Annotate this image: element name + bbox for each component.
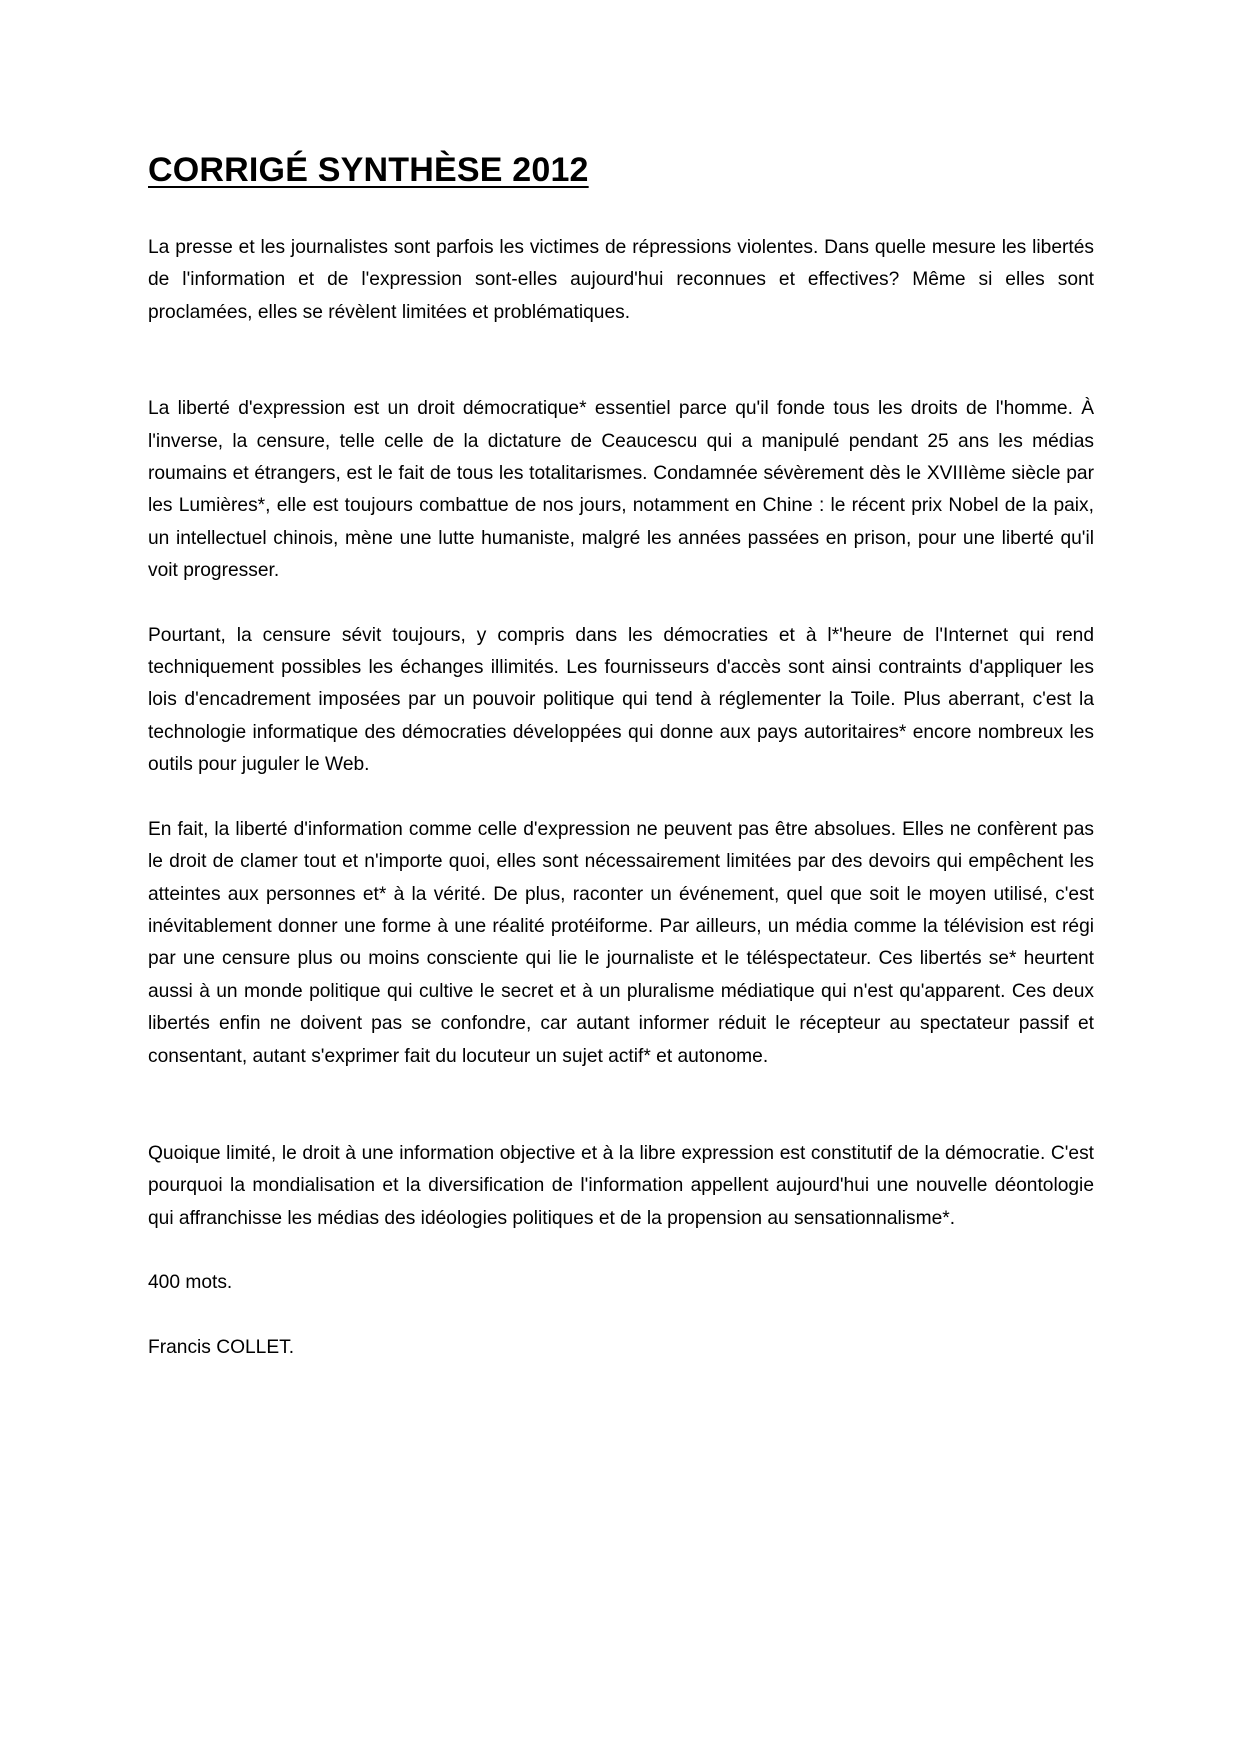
author-signature: Francis COLLET. [148,1336,295,1358]
body-paragraph-1: La liberté d'expression est un droit démocratique* essentiel parce qu'il fonde tous les droits de l'homme. À l'inverse, la censure, telle celle de la dictature de Ceaucescu qui a manipulé pendant 25 ans les médias roumains et étrangers, est le fait de tous les totalitarismes. Condamnée sévèrement dès le XVIIIème siècle par les Lumières*, elle est toujours combattue de nos jours, notamment en Chine : le récent prix Nobel de la paix, un intellectuel chinois, mène une lutte humaniste, malgré les années passées en prison, pour une liberté qu'il voit progresser. [148,398,1094,582]
introduction-paragraph: La presse et les journalistes sont parfois les victimes de répressions violentes. Dans quelle mesure les libertés de l'information et de l'expression sont-elles aujourd'hui reconnues et effectives? Même si elles sont proclamées, elles se révèlent limitées et problématiques. [148,237,1094,323]
document-title: CORRIGÉ SYNTHÈSE 2012 [148,151,589,189]
body-paragraph-3: En fait, la liberté d'information comme celle d'expression ne peuvent pas être absolues. Elles ne confèrent pas le droit de clamer tout et n'importe quoi, elles sont nécessairement limitées par des devoirs qui empêchent les atteintes aux personnes et* à la vérité. De plus, raconter un événement, quel que soit le moyen utilisé, c'est inévitablement donner une forme à une réalité protéiforme. Par ailleurs, un média comme la télévision est régi par une censure plus ou moins consciente qui lie le journaliste et le téléspectateur. Ces libertés se* heurtent aussi à un monde politique qui cultive le secret et à un pluralisme médiatique qui n'est qu'apparent. Ces deux libertés enfin ne doivent pas se confondre, car autant informer réduit le récepteur au spectateur passif et consentant, autant s'exprimer fait du locuteur un sujet actif* et autonome. [148,818,1094,1067]
word-count: 400 mots. [148,1272,233,1294]
conclusion-paragraph: Quoique limité, le droit à une information objective et à la libre expression est constitutif de la démocratie. C'est pourquoi la mondialisation et la diversification de l'information appellent aujourd'hui une nouvelle déontologie qui affranchisse les médias des idéologies politiques et de la propension au sensationnalisme*. [148,1142,1094,1229]
document-page [148,150,1094,1364]
body-paragraph-2: Pourtant, la censure sévit toujours, y compris dans les démocraties et à l*'heure de l'Internet qui rend techniquement possibles les échanges illimités. Les fournisseurs d'accès sont ainsi contraints d'appliquer les lois d'encadrement imposées par un pouvoir politique qui tend à réglementer la Toile. Plus aberrant, c'est la technologie informatique des démocraties développées qui donne aux pays autoritaires* encore nombreux les outils pour juguler le Web. [148,624,1094,776]
